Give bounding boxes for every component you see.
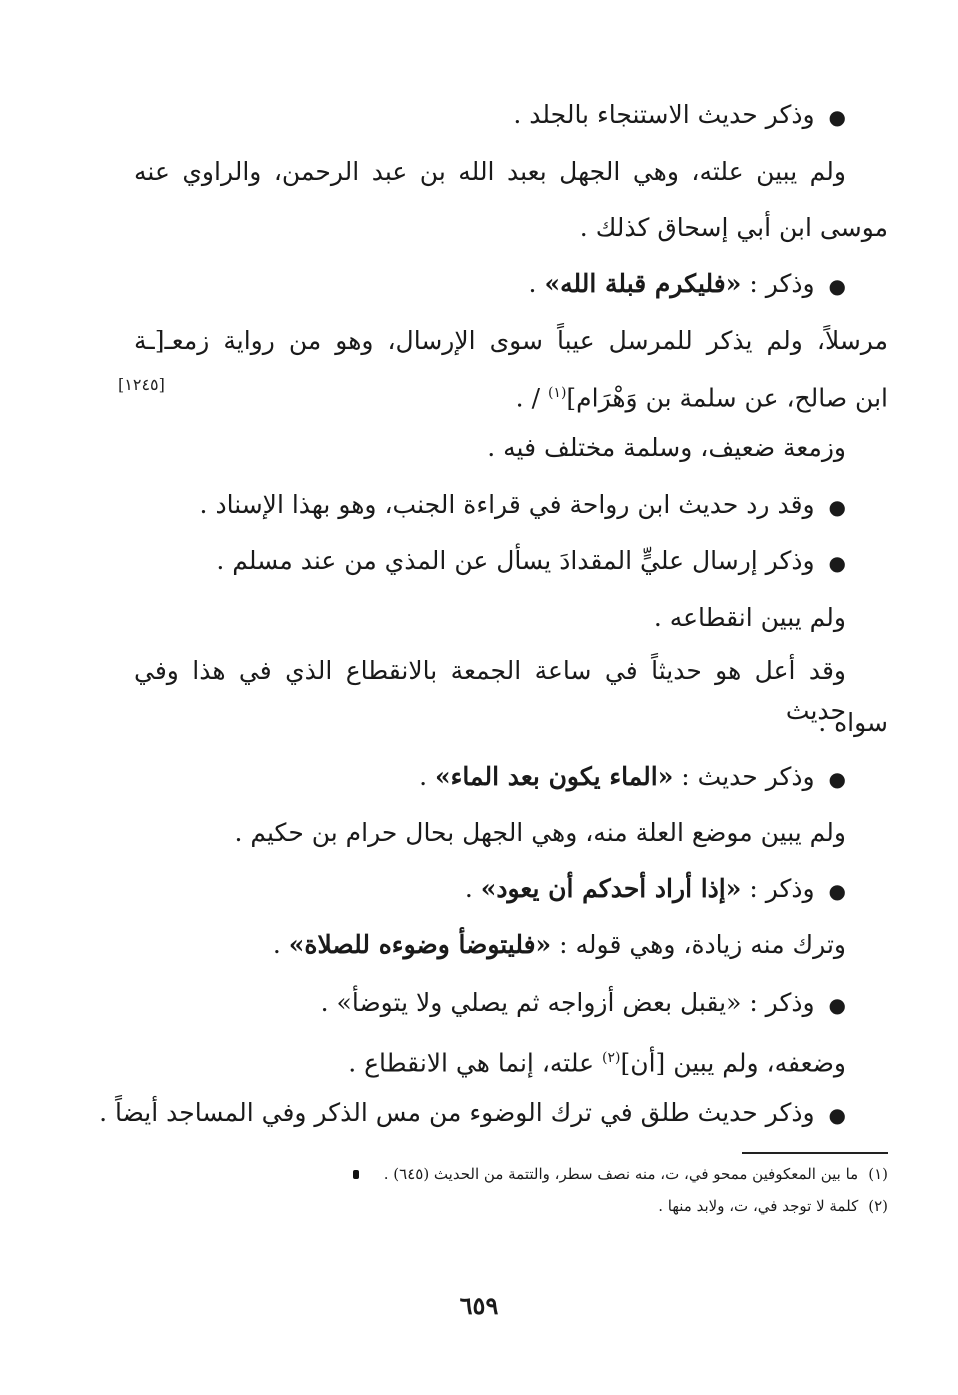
footnote-2 xyxy=(658,1194,888,1218)
text: وذكر حديث طلق في ترك الوضوء من مس الذكر وفي المساجد أيضاً . xyxy=(99,1098,815,1127)
text: . xyxy=(464,874,481,903)
text-line-4 xyxy=(529,264,846,306)
footnote-number: (٢) xyxy=(868,1197,888,1215)
text: وذكر حديث الاستنجاء بالجلد . xyxy=(513,100,815,129)
text: وذكر حديث : xyxy=(673,762,815,791)
text: وترك منه زيادة، وهي قوله : xyxy=(551,930,846,959)
text: وقد رد حديث ابن رواحة في قراءة الجنب، وهو بهذا الإسناد . xyxy=(199,490,815,519)
text-line-17 xyxy=(321,983,846,1025)
text: وزمعة ضعيف، وسلمة مختلف فيه . xyxy=(487,433,846,462)
text-line-1 xyxy=(513,95,846,137)
text: ولم يبين انقطاعه . xyxy=(653,603,846,632)
text: وذكر : «يقبل بعض أزواجه ثم يصلي ولا يتوضأ» . xyxy=(320,988,815,1017)
text-line-16 xyxy=(273,925,846,965)
text: وذكر : xyxy=(741,874,815,903)
text: ابن صالح، عن سلمة بن وَهْرَام] xyxy=(566,383,888,413)
text: . xyxy=(528,269,545,298)
text-line-7 xyxy=(487,428,846,468)
quoted-hadith: «فليكرم قبلة الله» xyxy=(544,269,742,298)
text-line-11 xyxy=(134,651,846,731)
margin-marker: [١٢٤٥] xyxy=(118,375,165,394)
footnote-ref-2[interactable]: (٢) xyxy=(601,1050,621,1066)
text: سواه . xyxy=(818,708,888,737)
quoted-hadith: «فليتوضأ وضوءه للصلاة» xyxy=(288,930,552,959)
text: وضعفه، ولم يبين [أن] xyxy=(620,1048,846,1078)
text: ولم يبين علته، وهي الجهل بعبد الله بن عبد الرحمن، والراوي عنه xyxy=(134,157,846,186)
text-line-10 xyxy=(654,598,846,638)
text: موسى ابن أبي إسحاق كذلك . xyxy=(579,213,888,242)
footnote-ref-1[interactable]: (١) xyxy=(547,385,567,401)
ink-mark xyxy=(353,1170,359,1179)
text: / . xyxy=(515,383,548,413)
text-line-12 xyxy=(818,703,888,743)
page-number: ٦٥٩ xyxy=(459,1291,499,1320)
quoted-hadith: «إذا أراد أحدكم أن يعود» xyxy=(480,874,742,903)
footnote-divider xyxy=(742,1152,888,1154)
text-line-5 xyxy=(134,321,888,361)
text-line-6 xyxy=(516,373,888,418)
text-line-2 xyxy=(134,152,846,192)
footnote-text: ما بين المعكوفين ممحو في، ت، منه نصف سطر، والتتمة من الحديث (٦٤٥) . xyxy=(383,1165,859,1183)
footnote-number: (١) xyxy=(868,1165,888,1183)
text-line-15 xyxy=(465,869,846,911)
text: وذكر : xyxy=(741,269,815,298)
text-line-13 xyxy=(419,757,846,799)
text: وذكر إرسال عليٍّ المقدادَ يسأل عن المذي من عند مسلم . xyxy=(216,546,815,575)
text: مرسلاً، ولم يذكر للمرسل عيباً سوى الإرسال، وهو من رواية زمعـ[ـة xyxy=(134,326,888,355)
text: . xyxy=(272,930,289,959)
text-line-19 xyxy=(99,1093,846,1135)
quoted-hadith: «الماء يكون بعد الماء» xyxy=(435,762,674,791)
text-line-3 xyxy=(580,208,888,248)
text: وقد أعل هو حديثاً في ساعة الجمعة بالانقطاع الذي في هذا وفي حديث xyxy=(134,656,846,725)
text-line-18 xyxy=(348,1038,846,1083)
text-line-9 xyxy=(216,541,846,583)
text-line-8 xyxy=(200,485,846,527)
footnote-text: كلمة لا توجد في، ت، ولابد منها . xyxy=(658,1197,859,1215)
text: . xyxy=(419,762,436,791)
text: ولم يبين موضع العلة منه، وهي الجهل بحال حرام بن حكيم . xyxy=(234,818,846,847)
footnote-1 xyxy=(384,1162,888,1186)
text-line-14 xyxy=(234,813,846,853)
text: علته، إنما هي الانقطاع . xyxy=(348,1048,602,1078)
